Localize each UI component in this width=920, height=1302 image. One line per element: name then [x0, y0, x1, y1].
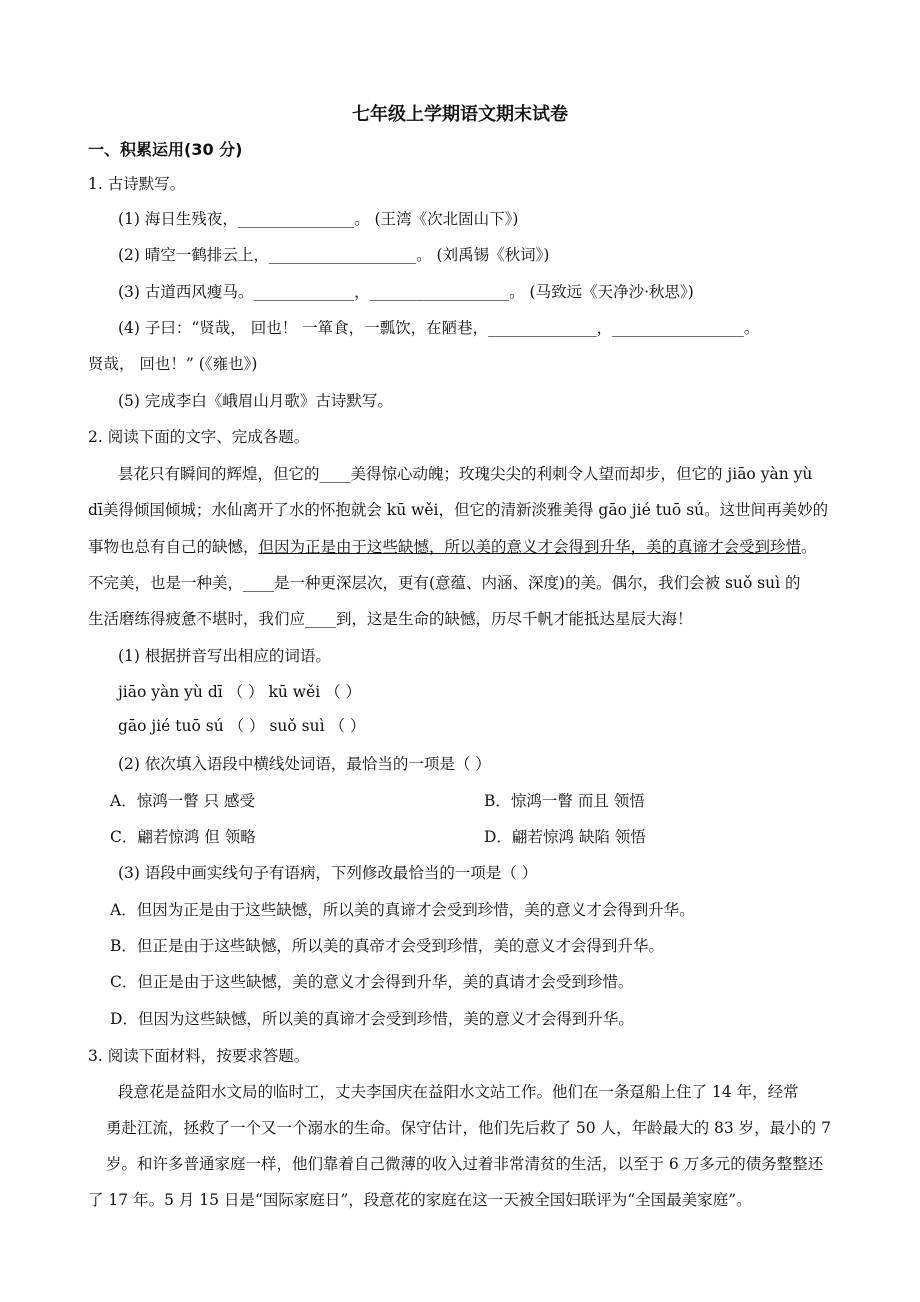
q2-sub3-option-b: B．但正是由于这些缺憾，所以美的真帝才会受到珍惜，美的意义才会得到升华。 — [110, 937, 664, 955]
q2-paragraph-line-1: 昙花只有瞬间的辉煌，但它的____美得惊心动魄；玫瑰尖尖的利刺令人望而却步，但它的 jiāo yàn yù — [118, 465, 813, 483]
q2-paragraph-line-5: 生活磨练得疲惫不堪时，我们应____到，这是生命的缺憾，历尽千帆才能抵达星辰大海！ — [88, 610, 693, 628]
question-1-stem: 1. 古诗默写。 — [88, 175, 186, 193]
q1-item-4-cont: 贤哉， 回也！” (《雍也》) — [88, 355, 258, 373]
q2-paragraph-line-3 — [88, 535, 817, 557]
q3-paragraph-line-4: 了 17 年。5 月 15 日是“国际家庭日”，段意花的家庭在这一天被全国妇联评为“全国最美家庭”。 — [88, 1191, 752, 1209]
question-2-stem: 2. 阅读下面的文字、完成各题。 — [88, 428, 310, 446]
q2-sub2-option-c: C．翩若惊鸿 但 领略 — [110, 828, 256, 846]
q2-text-end: 。 — [801, 538, 817, 556]
q2-sub2-option-b: B．惊鸿一瞥 而且 领悟 — [484, 792, 645, 810]
q2-sub3-option-a: A．但因为正是由于这些缺憾，所以美的真谛才会受到珍惜，美的意义才会得到升华。 — [110, 901, 695, 919]
q2-sub1-row-1: jiāo yàn yù dī （ ） kū wěi （ ） — [118, 683, 362, 701]
q2-sub2-option-d: D．翩若惊鸿 缺陷 领悟 — [484, 828, 646, 846]
q3-paragraph-line-3: 岁。和许多普通家庭一样，他们靠着自己微薄的收入过着非常清贫的生活，以至于 6 万多元的债务整整还 — [106, 1155, 824, 1173]
q2-paragraph-line-2: dī美得倾国倾城；水仙离开了水的怀抱就会 kū wěi，但它的清新淡雅美得 gāo jié tuō sú。这世间再美妙的 — [88, 501, 829, 519]
q1-item-3: (3) 古道西风瘦马。_____________，__________________。 (马致远《天净沙·秋思》) — [118, 283, 694, 301]
q1-item-4: (4) 子曰：“贤哉， 回也！ 一箪食，一瓢饮，在陋巷，______________，_________________。 — [118, 319, 760, 337]
q2-sub1-row-2: gāo jié tuō sú （ ） suǒ suì （ ） — [118, 717, 366, 735]
page-title: 七年级上学期语文期末试卷 — [352, 104, 568, 125]
underlined-sentence: 但因为正是由于这些缺憾，所以美的意义才会得到升华，美的真谛才会受到珍惜 — [258, 538, 802, 556]
q2-sub2-stem: (2) 依次填入语段中横线处词语，最恰当的一项是（ ） — [118, 755, 491, 773]
q1-item-5: (5) 完成李白《峨眉山月歌》古诗默写。 — [118, 392, 393, 410]
q2-sub3-option-c: C．但正是由于这些缺憾，美的意义才会得到升华，美的真请才会受到珍惜。 — [110, 973, 634, 991]
q2-sub2-option-a: A．惊鸿一瞥 只 感受 — [110, 792, 256, 810]
q2-sub3-option-d: D．但因为这些缺憾，所以美的真谛才会受到珍惜，美的意义才会得到升华。 — [110, 1010, 634, 1028]
q1-item-2: (2) 晴空一鹤排云上，___________________。 (刘禹锡《秋词》) — [118, 246, 550, 264]
q2-sub3-stem: (3) 语段中画实线句子有语病，下列修改最恰当的一项是（ ） — [118, 864, 538, 882]
q1-item-1: (1) 海日生残夜，_______________。 (王湾《次北固山下》) — [118, 210, 519, 228]
q2-sub1-stem: (1) 根据拼音写出相应的词语。 — [118, 647, 331, 665]
question-3-stem: 3. 阅读下面材料，按要求答题。 — [88, 1047, 310, 1065]
q2-paragraph-line-4: 不完美，也是一种美，____是一种更深层次，更有(意蕴、内涵、深度)的美。偶尔，我们会被 suǒ suì 的 — [88, 574, 801, 592]
q2-text: 事物也总有自己的缺憾， — [88, 538, 259, 556]
q3-paragraph-line-1: 段意花是益阳水文局的临时工，丈夫李国庆在益阳水文站工作。他们在一条趸船上住了 14 年，经常 — [118, 1083, 799, 1101]
q3-paragraph-line-2: 勇赴江流，拯救了一个又一个溺水的生命。保守估计，他们先后救了 50 人，年龄最大的 83 岁，最小的 7 — [106, 1119, 831, 1137]
section-heading: 一、积累运用(30 分) — [88, 140, 243, 159]
